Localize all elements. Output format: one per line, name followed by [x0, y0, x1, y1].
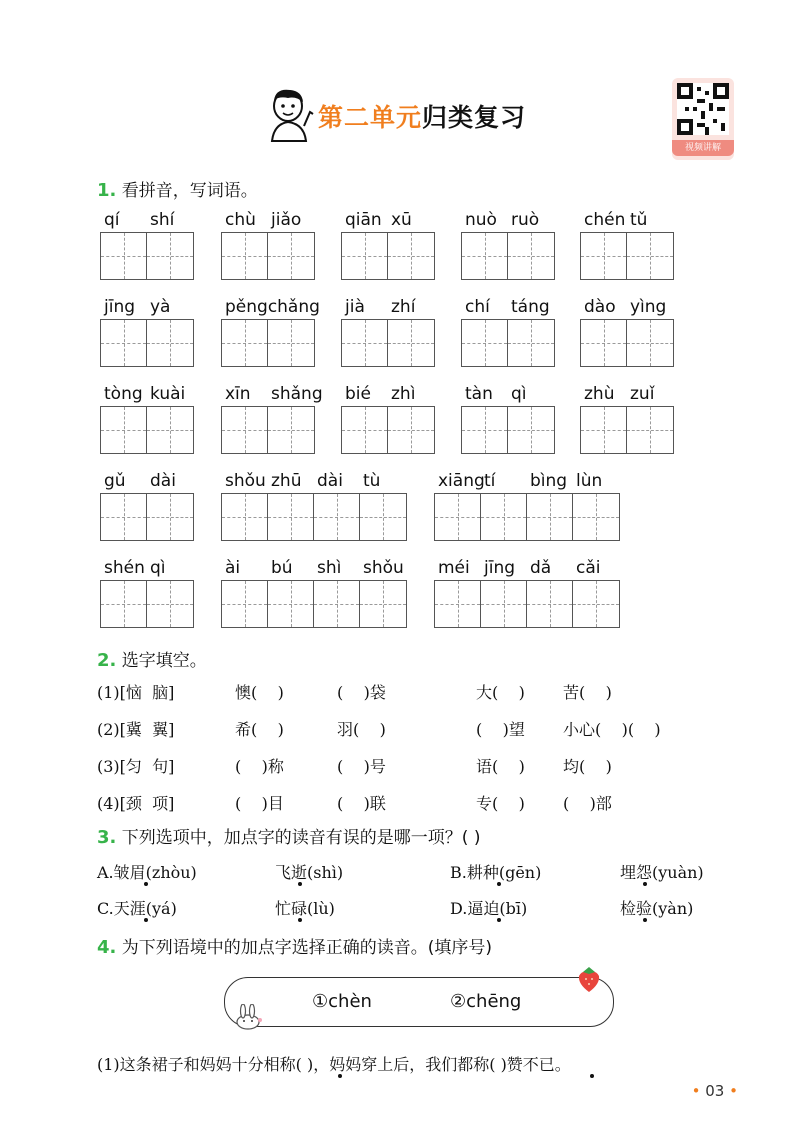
writing-boxes[interactable] [580, 232, 674, 280]
pinyin-text: jīng [484, 558, 516, 578]
writing-cell[interactable] [101, 581, 147, 627]
choice-label: (3)[匀 句] [97, 757, 175, 776]
mascot-boy-icon [262, 86, 316, 142]
pinyin-text: ài [225, 558, 241, 578]
writing-cell[interactable] [342, 233, 388, 279]
writing-cell[interactable] [147, 581, 193, 627]
pinyin-text: dài [150, 471, 176, 491]
choice-label: (4)[颈 项] [97, 794, 175, 813]
writing-boxes[interactable] [434, 580, 620, 628]
pinyin-text: lùn [576, 471, 603, 491]
fill-blank-item[interactable]: ( )望 [476, 720, 525, 739]
writing-cell[interactable] [435, 581, 481, 627]
writing-cell[interactable] [222, 494, 268, 540]
pinyin-text: zuǐ [630, 384, 655, 404]
pinyin-text: jīng [104, 297, 136, 317]
fill-blank-item[interactable]: ( )号 [337, 757, 386, 776]
answer-option[interactable]: 忙碌(lù) [275, 899, 335, 918]
reading-choices-box [224, 977, 614, 1027]
pinyin-text: cǎi [576, 558, 601, 578]
writing-cell[interactable] [314, 581, 360, 627]
pinyin-text: tàn [465, 384, 493, 404]
writing-boxes[interactable] [100, 406, 194, 454]
section4-question-1: (1)这条裙子和妈妈十分相称( )，妈妈穿上后，我们都称( )赞不已。 [97, 1055, 571, 1074]
writing-boxes[interactable] [221, 406, 315, 454]
writing-cell[interactable] [462, 320, 508, 366]
section4-header [97, 933, 492, 958]
writing-boxes[interactable] [221, 319, 315, 367]
pinyin-text: zhì [391, 384, 416, 404]
pinyin-text: nuò [465, 210, 497, 230]
writing-cell[interactable] [573, 581, 619, 627]
page-title [318, 98, 526, 134]
emphasis-dot [497, 918, 501, 922]
writing-cell[interactable] [268, 320, 314, 366]
writing-boxes[interactable] [580, 319, 674, 367]
writing-cell[interactable] [388, 320, 434, 366]
section3-question: 下列选项中，加点字的读音有误的是哪一项？( ) [121, 828, 481, 848]
pinyin-text: jià [345, 297, 365, 317]
section2-instruction: 选字填空。 [121, 651, 207, 671]
pinyin-text: chí [465, 297, 490, 317]
pinyin-text: kuài [150, 384, 186, 404]
emphasis-dot [298, 918, 302, 922]
pinyin-text: ruò [511, 210, 540, 230]
writing-cell[interactable] [101, 494, 147, 540]
pinyin-text: jiǎo [271, 210, 302, 230]
writing-cell[interactable] [360, 494, 406, 540]
writing-cell[interactable] [481, 581, 527, 627]
writing-cell[interactable] [222, 407, 268, 453]
pinyin-text: bú [271, 558, 293, 578]
writing-cell[interactable] [388, 407, 434, 453]
answer-option[interactable]: C.天涯(yá) [97, 899, 177, 918]
writing-boxes[interactable] [461, 232, 555, 280]
writing-cell[interactable] [222, 233, 268, 279]
qr-code[interactable] [672, 78, 734, 160]
pinyin-text: shì [317, 558, 342, 578]
writing-cell[interactable] [627, 233, 673, 279]
pinyin-text: chù [225, 210, 256, 230]
writing-cell[interactable] [627, 407, 673, 453]
pinyin-text: shí [150, 210, 175, 230]
pinyin-text: yìng [630, 297, 667, 317]
choice-label: (2)[冀 翼] [97, 720, 175, 739]
pinyin-text: yà [150, 297, 171, 317]
writing-cell[interactable] [101, 407, 147, 453]
writing-cell[interactable] [147, 233, 193, 279]
writing-boxes[interactable] [341, 232, 435, 280]
pinyin-text: shén [104, 558, 145, 578]
pinyin-text: xiāng [438, 471, 485, 491]
pinyin-text: bìng [530, 471, 568, 491]
writing-cell[interactable] [101, 320, 147, 366]
pinyin-text: shǎng [271, 384, 323, 404]
fill-blank-item[interactable]: 懊( ) [235, 683, 284, 702]
answer-option[interactable]: 检验(yàn) [620, 899, 694, 918]
writing-boxes[interactable] [100, 580, 194, 628]
emphasis-dot [144, 882, 148, 886]
writing-cell[interactable] [388, 233, 434, 279]
fill-blank-item[interactable]: 均( ) [563, 757, 612, 776]
page-number: • 03 • [691, 1082, 738, 1100]
pinyin-text: qì [511, 384, 527, 404]
writing-cell[interactable] [342, 320, 388, 366]
writing-boxes[interactable] [341, 319, 435, 367]
pinyin-text: tù [363, 471, 381, 491]
writing-boxes[interactable] [100, 232, 194, 280]
writing-cell[interactable] [101, 233, 147, 279]
pinyin-text: táng [511, 297, 550, 317]
writing-boxes[interactable] [100, 319, 194, 367]
writing-cell[interactable] [314, 494, 360, 540]
pinyin-text: tǔ [630, 210, 648, 230]
writing-cell[interactable] [508, 320, 554, 366]
emphasis-dot [338, 1074, 342, 1078]
emphasis-dot [643, 918, 647, 922]
section3-header [97, 823, 480, 848]
writing-cell[interactable] [481, 494, 527, 540]
writing-cell[interactable] [147, 320, 193, 366]
emphasis-dot [298, 882, 302, 886]
writing-boxes[interactable] [100, 493, 194, 541]
section1-instruction: 看拼音，写词语。 [121, 181, 258, 201]
writing-cell[interactable] [508, 233, 554, 279]
writing-cell[interactable] [527, 581, 573, 627]
writing-cell[interactable] [627, 320, 673, 366]
fill-blank-item[interactable]: ( )袋 [337, 683, 386, 702]
emphasis-dot [497, 882, 501, 886]
answer-option[interactable]: D.逼迫(bī) [450, 899, 528, 918]
reading-option-1: ①chèn [312, 991, 372, 1012]
writing-cell[interactable] [222, 581, 268, 627]
fill-blank-item[interactable]: 小心( )( ) [563, 720, 661, 739]
fill-blank-item[interactable]: ( )称 [235, 757, 284, 776]
emphasis-dot [643, 882, 647, 886]
writing-cell[interactable] [342, 407, 388, 453]
pinyin-text: zhū [271, 471, 302, 491]
bunny-icon [232, 1004, 264, 1030]
writing-cell[interactable] [147, 494, 193, 540]
fill-blank-item[interactable]: ( )部 [563, 794, 612, 813]
pinyin-text: dào [584, 297, 616, 317]
pinyin-text: dài [317, 471, 343, 491]
reading-option-2: ②chēng [450, 991, 522, 1012]
pinyin-text: méi [438, 558, 470, 578]
pinyin-text: qiān [345, 210, 382, 230]
writing-cell[interactable] [268, 581, 314, 627]
answer-option[interactable]: B.耕种(gēn) [450, 863, 542, 882]
emphasis-dot [144, 918, 148, 922]
pinyin-text: zhí [391, 297, 416, 317]
fill-blank-item[interactable]: 希( ) [235, 720, 284, 739]
fill-blank-item[interactable]: 专( ) [476, 794, 525, 813]
writing-cell[interactable] [222, 320, 268, 366]
writing-cell[interactable] [147, 407, 193, 453]
title-part2: 归类复习 [422, 103, 527, 132]
writing-cell[interactable] [573, 494, 619, 540]
pinyin-text: gǔ [104, 471, 126, 491]
emphasis-dot [590, 1074, 594, 1078]
section4-number: 4. [97, 937, 117, 958]
writing-cell[interactable] [435, 494, 481, 540]
pinyin-text: shǒu [225, 471, 266, 491]
writing-cell[interactable] [268, 494, 314, 540]
pinyin-text: qì [150, 558, 166, 578]
section4-instruction: 为下列语境中的加点字选择正确的读音。(填序号) [121, 938, 493, 958]
section3-number: 3. [97, 827, 117, 848]
writing-cell[interactable] [527, 494, 573, 540]
pinyin-text: qí [104, 210, 120, 230]
section1-number: 1. [97, 180, 117, 201]
fill-blank-item[interactable]: 苦( ) [563, 683, 612, 702]
writing-cell[interactable] [581, 233, 627, 279]
choice-label: (1)[恼 脑] [97, 683, 175, 702]
writing-cell[interactable] [462, 407, 508, 453]
fill-blank-item[interactable]: 大( ) [476, 683, 525, 702]
pinyin-text: tí [484, 471, 496, 491]
section2-number: 2. [97, 650, 117, 671]
writing-cell[interactable] [581, 320, 627, 366]
writing-cell[interactable] [581, 407, 627, 453]
pinyin-text: zhù [584, 384, 615, 404]
writing-cell[interactable] [268, 407, 314, 453]
fill-blank-item[interactable]: 语( ) [476, 757, 525, 776]
writing-boxes[interactable] [580, 406, 674, 454]
pinyin-text: dǎ [530, 558, 552, 578]
writing-boxes[interactable] [461, 406, 555, 454]
writing-boxes[interactable] [221, 580, 407, 628]
section1-header [97, 176, 258, 201]
page-number-text: 03 [705, 1082, 725, 1100]
fill-blank-item[interactable]: 羽( ) [337, 720, 386, 739]
writing-boxes[interactable] [221, 493, 407, 541]
qr-caption: 视频讲解 [672, 140, 734, 156]
answer-option[interactable]: A.皱眉(zhòu) [97, 863, 197, 882]
fill-blank-item[interactable]: ( )目 [235, 794, 284, 813]
writing-cell[interactable] [462, 233, 508, 279]
writing-boxes[interactable] [341, 406, 435, 454]
strawberry-icon [574, 964, 604, 994]
answer-option[interactable]: 飞逝(shì) [275, 863, 344, 882]
qr-code-icon [677, 83, 729, 135]
writing-boxes[interactable] [434, 493, 620, 541]
pinyin-text: xū [391, 210, 412, 230]
pinyin-text: chén [584, 210, 626, 230]
section2-header [97, 646, 207, 671]
pinyin-text: tòng [104, 384, 143, 404]
pinyin-text: xīn [225, 384, 251, 404]
writing-cell[interactable] [360, 581, 406, 627]
writing-cell[interactable] [268, 233, 314, 279]
writing-boxes[interactable] [461, 319, 555, 367]
writing-boxes[interactable] [221, 232, 315, 280]
writing-cell[interactable] [508, 407, 554, 453]
pinyin-text: bié [345, 384, 371, 404]
pinyin-text: shǒu [363, 558, 404, 578]
pinyin-text: pěngchǎng [225, 297, 320, 317]
answer-option[interactable]: 埋怨(yuàn) [620, 863, 704, 882]
title-part1: 第二单元 [318, 103, 423, 132]
fill-blank-item[interactable]: ( )联 [337, 794, 386, 813]
